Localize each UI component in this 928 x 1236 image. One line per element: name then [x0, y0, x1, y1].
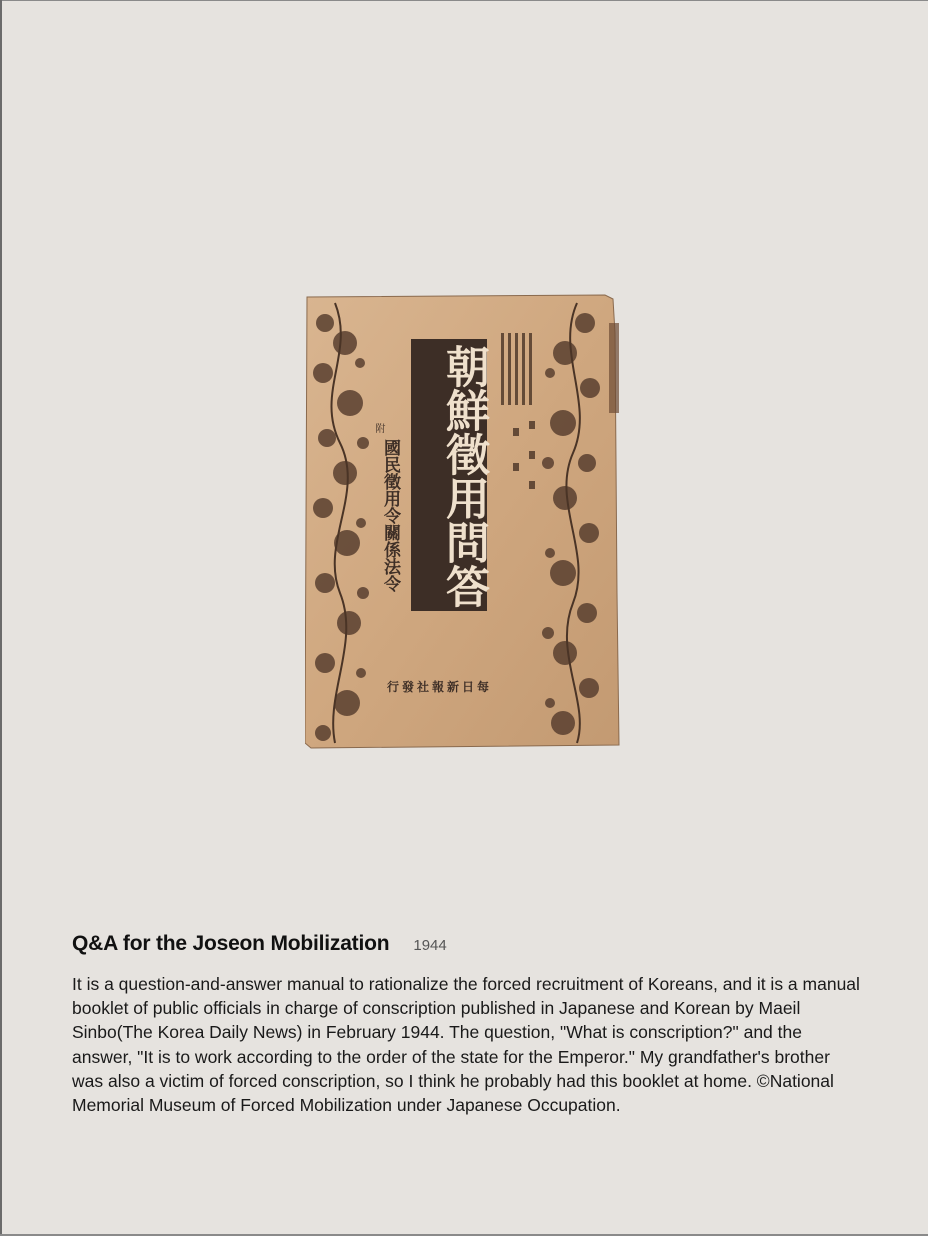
cover-title-char: 徵: [438, 432, 489, 476]
frame-left-border: [0, 0, 2, 1236]
artwork-description: It is a question-and-answer manual to rationalize the forced recruitment of Koreans, and it is a manual booklet of public officials in charge of conscription published in Japanese and Korean by Maeil Sinbo(The Korea Daily News) in February 1944. The question, "What is conscription?" and the answer, "It is to work according to the order of the state for the Emperor." My grandfather's brother was also a victim of forced conscription, so I think he probably had this booklet at home. ©National Memorial Museum of Forced Mobilization under Japanese Occupation.: [72, 974, 860, 1116]
artwork-caption: [72, 932, 862, 1117]
caption-title-row: [72, 932, 862, 956]
cover-title-char: 答: [438, 564, 489, 608]
cover-title-char: 用: [438, 476, 489, 520]
cover-publisher: 行發社報新日每: [387, 680, 493, 694]
artwork-year: 1944: [413, 937, 447, 954]
cover-title-char: 問: [438, 520, 489, 564]
booklet-cover-image: [305, 293, 623, 750]
cover-title-char: 鮮: [438, 388, 489, 432]
artwork-title: Q&A for the Joseon Mobilization: [72, 932, 390, 955]
frame-top-border: [0, 0, 928, 1]
cover-title-char: 朝: [438, 344, 489, 388]
cover-title: [413, 341, 489, 611]
cover-subtitle-prefix: 附: [373, 423, 384, 433]
cover-subtitle: 國民徵用令關係法令: [380, 439, 400, 592]
